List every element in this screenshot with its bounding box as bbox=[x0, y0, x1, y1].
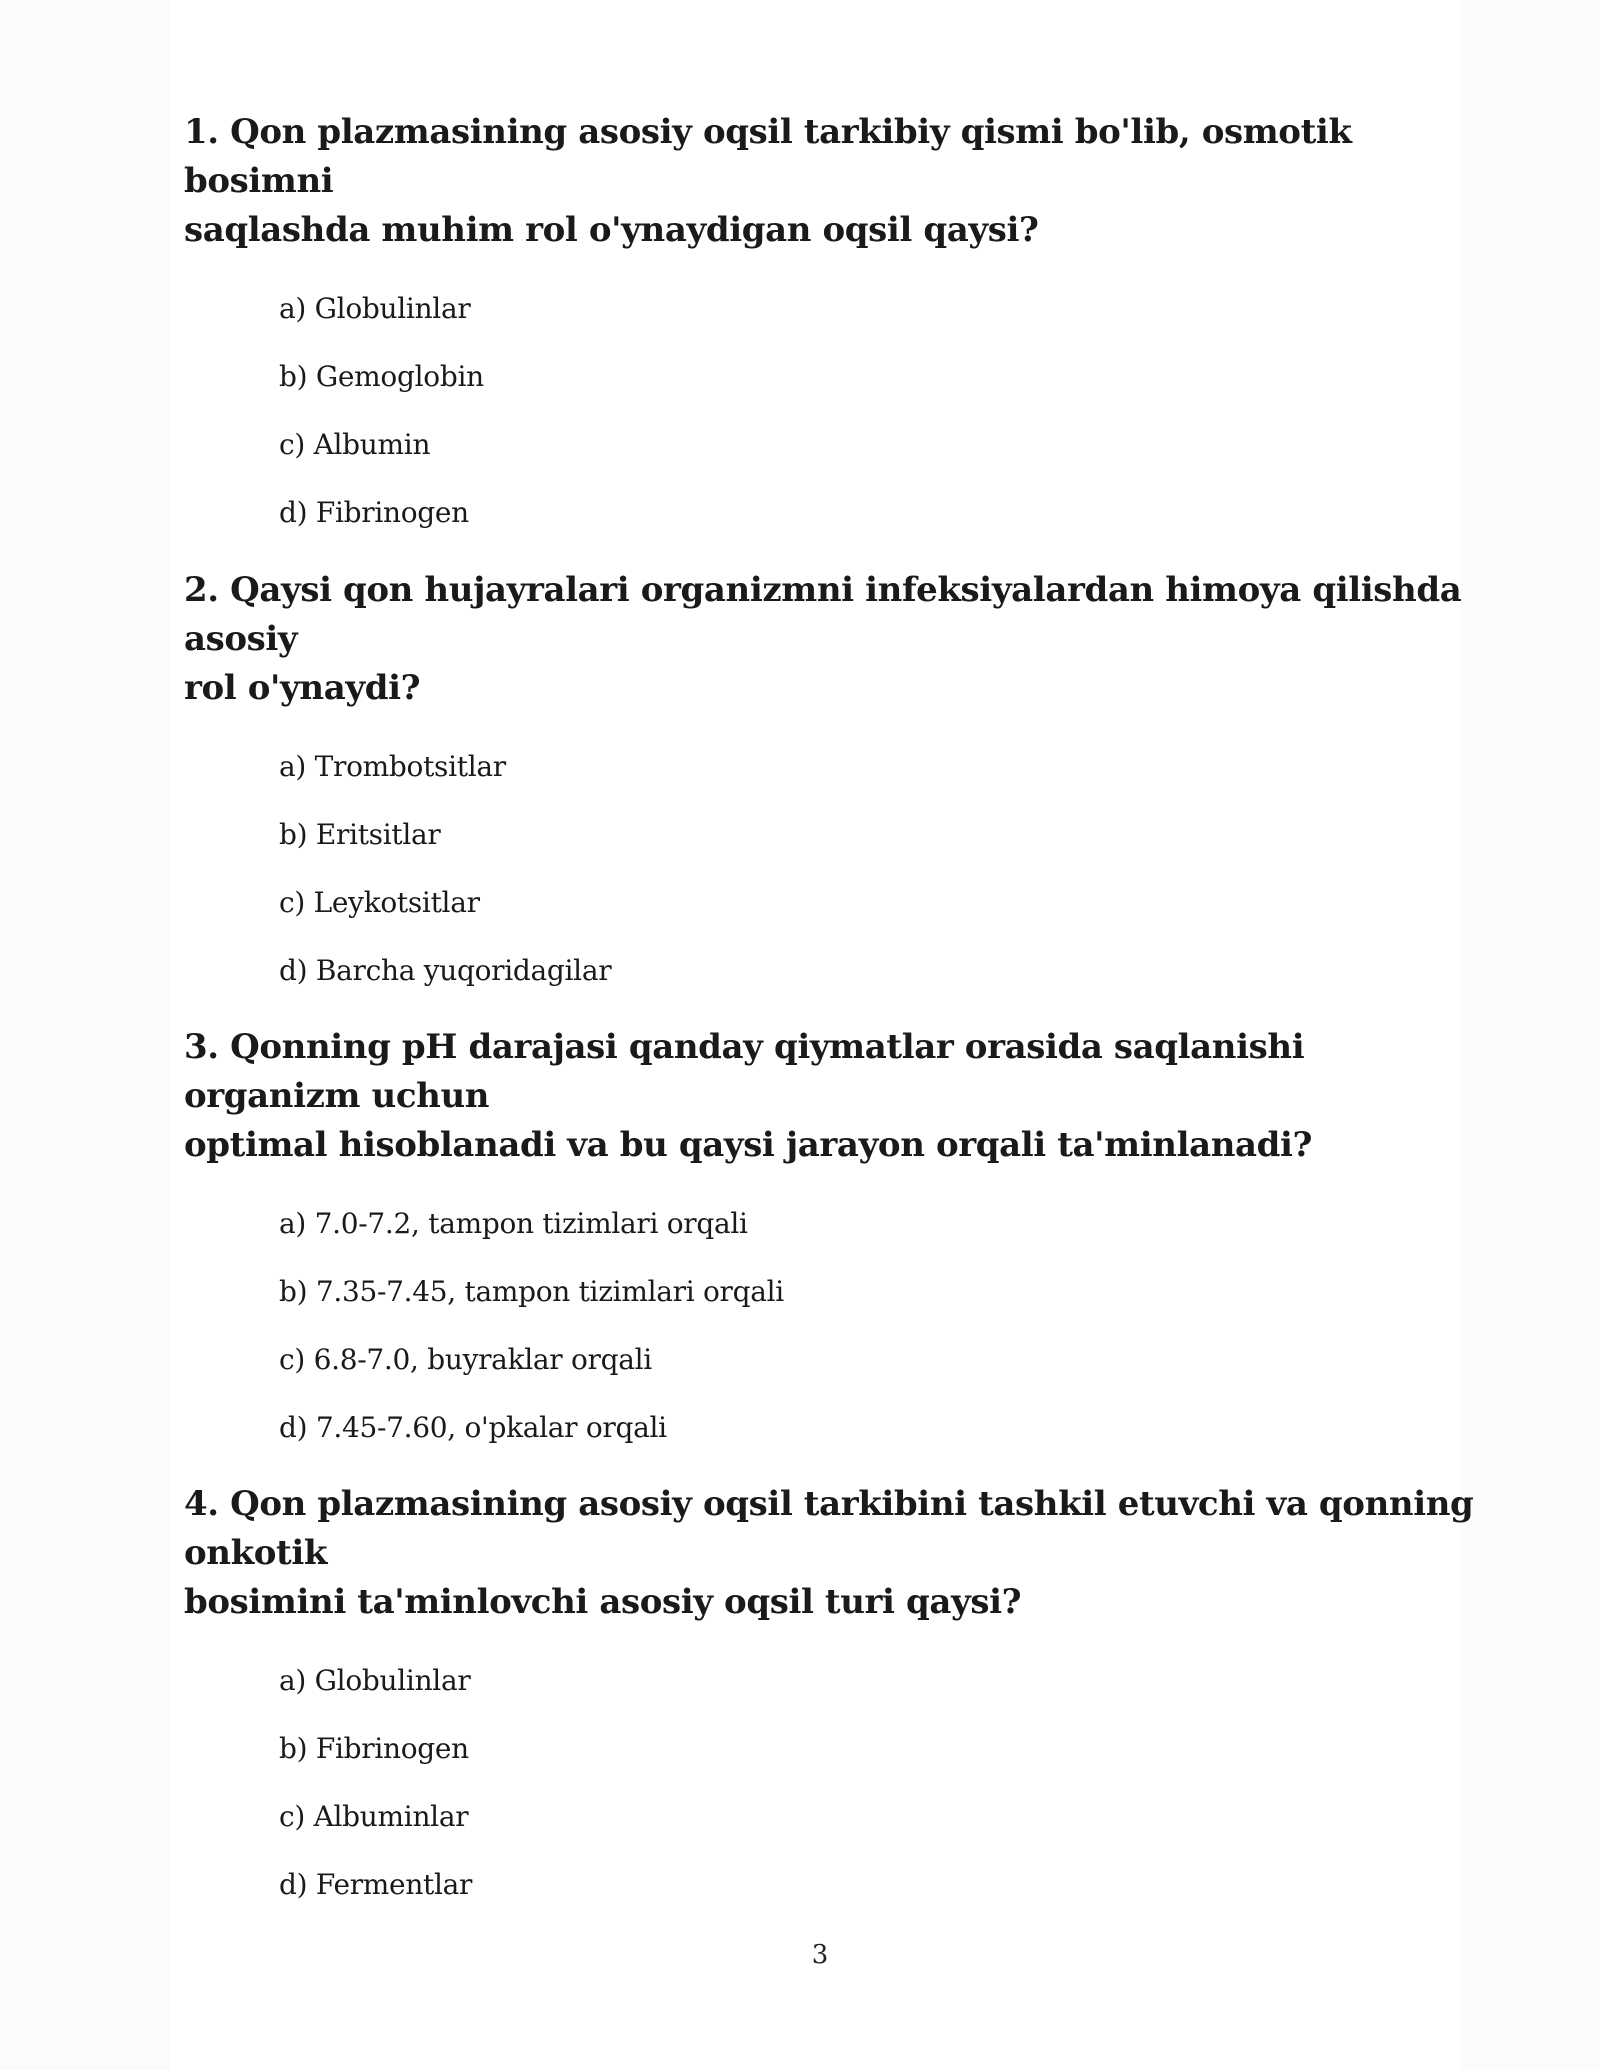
page-number: 3 bbox=[811, 1940, 829, 1970]
question-title-line: 4. Qon plazmasining asosiy oqsil tarkibini tashkil etuvchi va qonning onkotik bbox=[184, 1484, 1474, 1573]
answer-option-c: c) Albuminlar bbox=[279, 1800, 469, 1833]
question-title-line: optimal hisoblanadi va bu qaysi jarayon orqali ta'minlanadi? bbox=[184, 1125, 1313, 1165]
answer-option-a: a) Globulinlar bbox=[279, 292, 471, 325]
question-title bbox=[184, 1480, 1474, 1627]
question-title-line: saqlashda muhim rol o'ynaydigan oqsil qaysi? bbox=[184, 210, 1039, 250]
page-margin-left bbox=[0, 0, 170, 2070]
answer-option-d: d) Fermentlar bbox=[279, 1868, 473, 1901]
answer-options bbox=[184, 275, 1474, 547]
question-4 bbox=[184, 1480, 1474, 1919]
answer-options bbox=[184, 733, 1474, 1005]
question-title-line: 3. Qonning pH darajasi qanday qiymatlar orasida saqlanishi organizm uchun bbox=[184, 1027, 1305, 1116]
answer-option-d: d) Barcha yuqoridagilar bbox=[279, 954, 612, 987]
question-2 bbox=[184, 566, 1474, 1005]
answer-options bbox=[184, 1647, 1474, 1919]
answer-option-a: a) 7.0-7.2, tampon tizimlari orqali bbox=[279, 1207, 748, 1240]
answer-option-b: b) 7.35-7.45, tampon tizimlari orqali bbox=[279, 1275, 784, 1308]
question-title bbox=[184, 566, 1474, 713]
page-margin-right bbox=[1460, 0, 1600, 2070]
answer-option-c: c) Albumin bbox=[279, 428, 431, 461]
answer-option-b: b) Eritsitlar bbox=[279, 818, 441, 851]
answer-options bbox=[184, 1190, 1474, 1462]
question-title bbox=[184, 1023, 1474, 1170]
question-3 bbox=[184, 1023, 1474, 1462]
question-1 bbox=[184, 108, 1474, 547]
question-title-line: 1. Qon plazmasining asosiy oqsil tarkibiy qismi bo'lib, osmotik bosimni bbox=[184, 112, 1352, 201]
question-title-line: rol o'ynaydi? bbox=[184, 668, 421, 708]
answer-option-a: a) Trombotsitlar bbox=[279, 750, 506, 783]
answer-option-c: c) Leykotsitlar bbox=[279, 886, 480, 919]
question-title-line: 2. Qaysi qon hujayralari organizmni infeksiyalardan himoya qilishda asosiy bbox=[184, 570, 1462, 659]
answer-option-d: d) 7.45-7.60, o'pkalar orqali bbox=[279, 1411, 667, 1444]
answer-option-d: d) Fibrinogen bbox=[279, 496, 469, 529]
question-title-line: bosimini ta'minlovchi asosiy oqsil turi qaysi? bbox=[184, 1582, 1022, 1622]
answer-option-b: b) Fibrinogen bbox=[279, 1732, 469, 1765]
answer-option-b: b) Gemoglobin bbox=[279, 360, 484, 393]
question-title bbox=[184, 108, 1474, 255]
answer-option-c: c) 6.8-7.0, buyraklar orqali bbox=[279, 1343, 652, 1376]
answer-option-a: a) Globulinlar bbox=[279, 1664, 471, 1697]
